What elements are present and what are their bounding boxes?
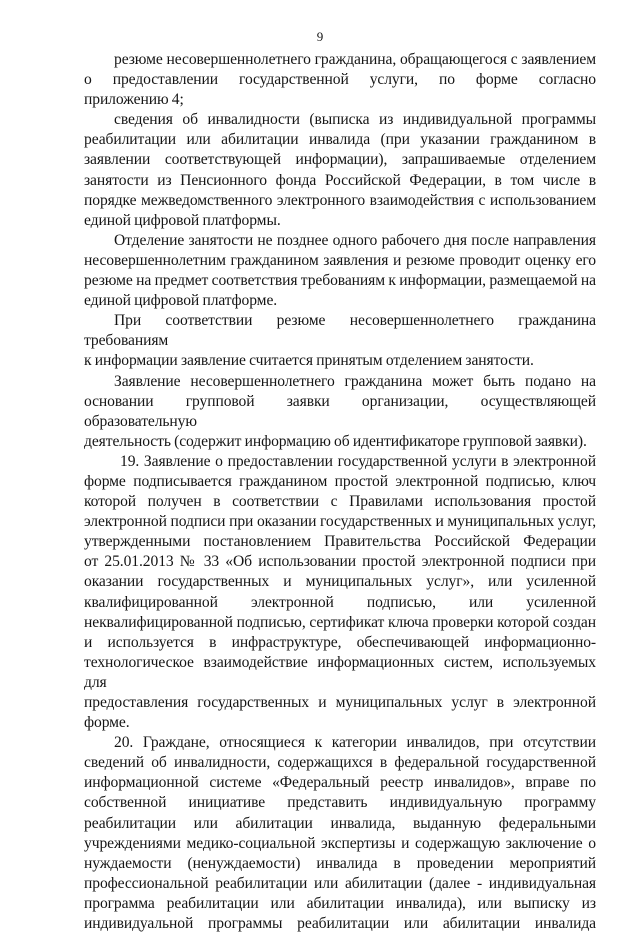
page-number: 9	[316, 29, 324, 44]
text-line: заявлении соответствующей информации), запрашиваемые отделением	[84, 151, 596, 169]
text-line: порядке межведомственного электронного взаимодействия с использованием	[84, 191, 596, 209]
text-line: предоставления государственных и муниципальных услуг в электронной	[84, 694, 596, 711]
text-line: электронной подписи при оказании государственных и муниципальных услуг,	[84, 513, 596, 531]
text-line: При соответствии резюме несовершеннолетнего гражданина требованиям	[84, 312, 596, 350]
text-line: реабилитации или абилитации инвалида (при указании гражданином в	[84, 131, 596, 149]
text-line: профессиональной реабилитации или абилитации (далее - индивидуальная	[84, 874, 596, 892]
text-line: оказании государственных и муниципальных услуг», или усиленной	[84, 573, 596, 591]
document-body	[84, 50, 596, 934]
text-line: резюме на предмет соответствия требованиям к информации, размещаемой на	[84, 272, 596, 290]
text-line: сведений об инвалидности, содержащихся в федеральной государственной	[84, 754, 596, 772]
text-line: собственной инициативе представить индивидуальную программу	[84, 794, 596, 812]
text-line: о предоставлении государственной услуги, по форме согласно	[84, 71, 596, 89]
text-line: и используется в инфраструктуре, обеспечивающей информационно-	[84, 633, 596, 651]
text-line: к информации заявление считается принятым отделением занятости.	[84, 352, 534, 370]
text-line: нуждаемости (ненуждаемости) инвалида в проведении мероприятий	[84, 854, 596, 872]
text-line: которой получен в соответствии с Правилами использования простой	[84, 493, 596, 511]
text-line: индивидуальной программы реабилитации или абилитации инвалида	[84, 915, 596, 933]
text-line: квалифицированной электронной подписью, или усиленной	[84, 593, 596, 611]
text-line: 19. Заявление о предоставлении государственной услуги в электронной	[120, 452, 596, 470]
text-line: утвержденными постановлением Правительства Российской Федерации	[84, 533, 596, 551]
text-line: резюме несовершеннолетнего гражданина, обращающегося с заявлением	[114, 51, 596, 68]
text-line: технологическое взаимодействие информационных систем, используемых для	[84, 653, 596, 691]
text-line: Отделение занятости не позднее одного рабочего дня после направления	[114, 231, 596, 249]
text-line: неквалифицированной подписью, сертификат ключа проверки которой создан	[84, 613, 596, 631]
text-line: форме подписывается гражданином простой электронной подписью, ключ	[84, 472, 596, 490]
text-line: форме.	[84, 714, 130, 732]
text-line: основании групповой заявки организации, осуществляющей образовательную	[84, 392, 596, 430]
text-line: учреждениями медико-социальной экспертизы и содержащую заключение о	[84, 834, 596, 852]
text-line: несовершеннолетним гражданином заявления и резюме проводит оценку его	[84, 251, 596, 269]
text-line: реабилитации или абилитации инвалида, выданную федеральными	[84, 814, 596, 832]
text-line: единой цифровой платформы.	[84, 211, 281, 229]
text-line: деятельность (содержит информацию об идентификаторе групповой заявки).	[84, 432, 587, 450]
text-line: программа реабилитации или абилитации инвалида), или выписку из	[84, 894, 596, 912]
text-line: Заявление несовершеннолетнего гражданина может быть подано на	[114, 372, 596, 390]
text-line: от 25.01.2013 № 33 «Об использовании простой электронной подписи при	[84, 553, 596, 571]
text-line: 20. Граждане, относящиеся к категории инвалидов, при отсутствии	[114, 734, 596, 752]
text-line: информационной системе «Федеральный реестр инвалидов», вправе по	[84, 774, 596, 792]
text-line: сведения об инвалидности (выписка из индивидуальной программы	[114, 111, 596, 129]
text-line: единой цифровой платформе.	[84, 292, 278, 310]
text-line: занятости из Пенсионного фонда Российской Федерации, в том числе в	[84, 171, 596, 189]
text-line: приложению 4;	[84, 91, 184, 109]
